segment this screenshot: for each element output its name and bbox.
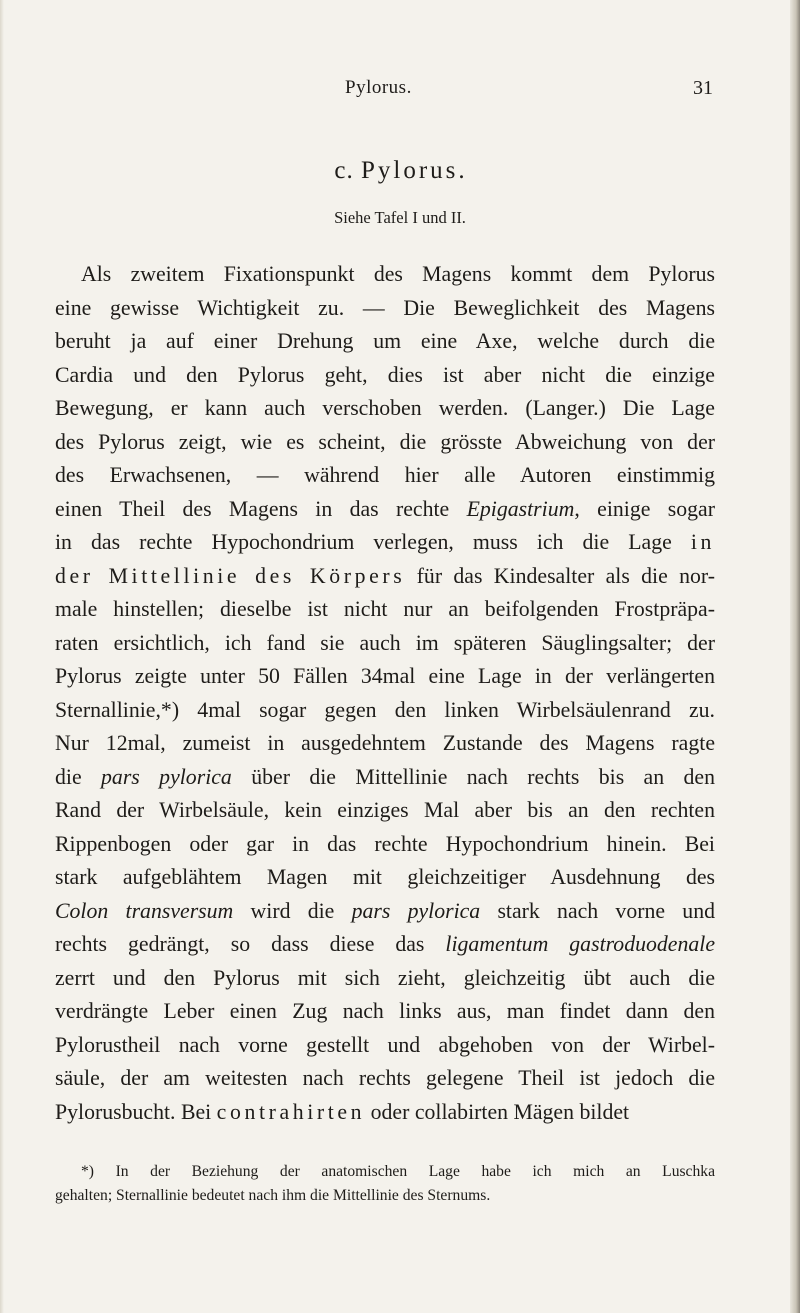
page-edge-left: [0, 0, 4, 1313]
text-line: [55, 895, 715, 929]
text-line: [55, 292, 715, 326]
text-run: stark nach vorne und: [480, 898, 715, 923]
text-line: [55, 962, 715, 996]
text-run: stark aufgeblähtem Magen mit gleichzeitiger Ausdehnung des: [55, 865, 715, 889]
text-line: [55, 1029, 715, 1063]
text-run: male hinstellen; dieselbe ist nicht nur an beifolgenden Frostpräpa-: [55, 597, 715, 621]
text-run: Nur 12mal, zumeist in ausgedehntem Zustande des Magens ragte: [55, 731, 715, 755]
text-run: , einige sogar: [574, 496, 715, 521]
text-line: [55, 526, 715, 560]
text-run: für das Kindesalter als die nor-: [405, 563, 715, 588]
footnote-line: *) In der Beziehung der anatomischen Lage habe ich mich an Luschka: [81, 1163, 715, 1180]
italic-term: ligamentum gastroduodenale: [445, 932, 715, 956]
text-line: [55, 426, 715, 460]
text-run: in das rechte Hypochondrium verlegen, muss ich die Lage: [55, 530, 691, 554]
italic-term: pars pylorica: [101, 764, 232, 789]
text-run: die: [55, 764, 102, 789]
text-line: [55, 761, 715, 795]
text-line: [55, 828, 715, 862]
text-line: [55, 928, 715, 962]
text-line: [55, 727, 715, 761]
text-run: einen Theil des Magens in das rechte: [55, 496, 467, 521]
italic-term: Colon transversum: [55, 898, 234, 923]
text-line: [55, 1062, 715, 1096]
text-run: rechts gedrängt, so dass diese das: [55, 932, 446, 956]
text-line: [55, 660, 715, 694]
page-edge-right: [790, 0, 800, 1313]
spaced-emphasis: in: [690, 530, 715, 554]
section-title-end: .: [458, 157, 466, 184]
text-line: [55, 995, 715, 1029]
section-letter: c.: [334, 157, 354, 184]
text-run: Cardia und den Pylorus geht, dies ist aber nicht die einzige: [55, 362, 715, 387]
text-run: wird die: [233, 898, 352, 923]
text-line: [55, 258, 715, 292]
section-title: Pylorus: [360, 157, 459, 184]
text-line: [55, 493, 715, 527]
text-run: Pylorustheil nach vorne gestellt und abgehoben von der Wirbel-: [55, 1032, 715, 1057]
running-title: Pylorus.: [345, 77, 412, 98]
italic-term: pars pylorica: [351, 898, 481, 923]
text-run: Bewegung, er kann auch verschoben werden. (Langer.) Die Lage: [55, 396, 715, 420]
text-line: [55, 560, 715, 594]
page-number: 31: [693, 77, 713, 99]
text-line: [55, 794, 715, 828]
text-line: [55, 392, 715, 426]
text-line: [55, 694, 715, 728]
text-run: Rand der Wirbelsäule, kein einziges Mal aber bis an den rechten: [55, 798, 715, 822]
text-line: [55, 359, 715, 393]
spaced-emphasis: der Mittellinie des Körpers: [55, 563, 406, 588]
text-run: oder collabirten Mägen bildet: [365, 1099, 630, 1124]
footnote-line: gehalten; Sternallinie bedeutet nach ihm die Mittellinie des Sternums.: [55, 1187, 491, 1204]
text-run: des Erwachsenen, — während hier alle Autoren einstimmig: [55, 463, 715, 487]
text-run: beruht ja auf einer Drehung um eine Axe, welche durch die: [55, 329, 715, 353]
text-run: über die Mittellinie nach rechts bis an den: [231, 764, 715, 789]
text-run: verdrängte Leber einen Zug nach links aus, man findet dann den: [55, 999, 715, 1023]
text-run: Rippenbogen oder gar in das rechte Hypochondrium hinein. Bei: [55, 831, 715, 856]
text-run: Pylorusbucht. Bei: [55, 1099, 217, 1124]
text-line: [55, 861, 715, 895]
text-line: [55, 593, 715, 627]
text-line: [55, 1096, 715, 1130]
text-run: zerrt und den Pylorus mit sich zieht, gleichzeitig übt auch die: [55, 965, 715, 990]
text-run: säule, der am weitesten nach rechts gelegene Theil ist jedoch die: [55, 1066, 715, 1090]
spaced-emphasis: contrahirten: [216, 1099, 366, 1124]
text-run: Pylorus zeigte unter 50 Fällen 34mal eine Lage in der verlängerten: [55, 664, 715, 688]
running-head: [0, 77, 800, 103]
text-run: eine gewisse Wichtigkeit zu. — Die Beweglichkeit des Magens: [55, 295, 715, 320]
text-run: Sternallinie,*) 4mal sogar gegen den linken Wirbelsäulenrand zu.: [55, 697, 715, 722]
text-run: raten ersichtlich, ich fand sie auch im späteren Säuglingsalter; der: [55, 630, 715, 655]
text-line: [55, 459, 715, 493]
text-line: [55, 325, 715, 359]
text-run: Als zweitem Fixationspunkt des Magens kommt dem Pylorus: [81, 262, 715, 286]
footnote: [55, 1160, 715, 1208]
body-paragraph: [55, 258, 715, 1129]
plate-reference: Siehe Tafel I und II.: [334, 208, 466, 227]
section-heading: [0, 157, 800, 185]
italic-term: Epigastrium: [466, 496, 575, 521]
text-line: [55, 627, 715, 661]
text-run: des Pylorus zeigt, wie es scheint, die grösste Abweichung von der: [55, 429, 715, 454]
